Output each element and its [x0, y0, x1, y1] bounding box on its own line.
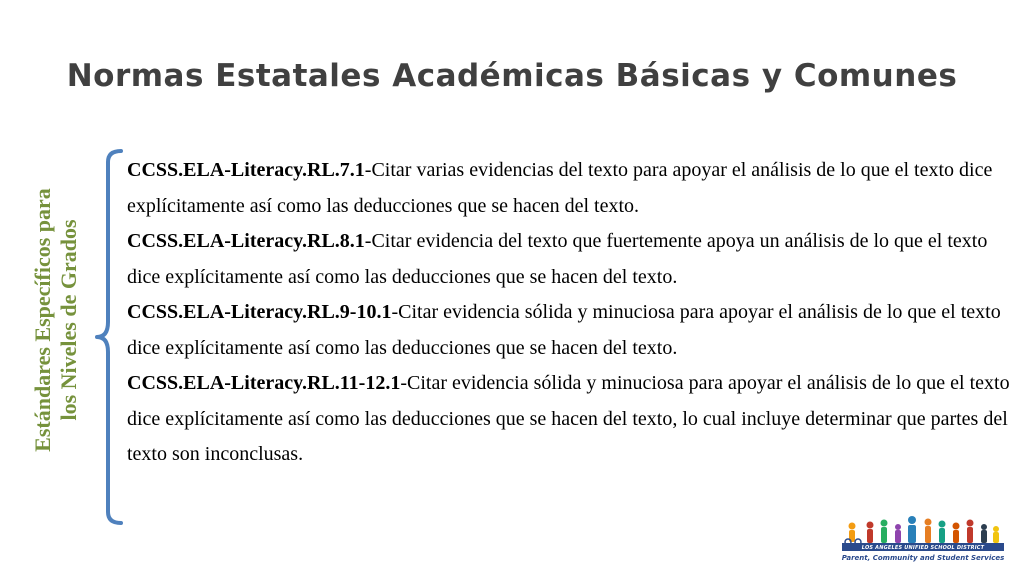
standard-text: -Citar varias evidencias del texto para apoyar el análisis de lo que el texto dice explícitamente así como las deducciones que se hacen del texto.: [127, 159, 993, 217]
standard-code: CCSS.ELA-Literacy.RL.7.1: [127, 159, 365, 181]
standards-list: [127, 153, 1012, 473]
standard-text: -Citar evidencia del texto que fuertemente apoya un análisis de lo que el texto dice explícitamente así como las deducciones que se hacen del texto.: [127, 230, 988, 288]
standard-item: [127, 366, 1012, 473]
side-label: [20, 150, 92, 490]
standard-code: CCSS.ELA-Literacy.RL.9-10.1: [127, 301, 392, 323]
standard-code: CCSS.ELA-Literacy.RL.11-12.1: [127, 372, 401, 394]
district-logo: [838, 514, 1008, 562]
logo-top-text: LOS ANGELES UNIFIED SCHOOL DISTRICT: [861, 545, 985, 551]
standard-item: [127, 295, 1012, 366]
logo-bottom-text: Parent, Community and Student Services: [841, 554, 1005, 562]
standard-text: -Citar evidencia sólida y minuciosa para apoyar el análisis de lo que el texto dice explícitamente así como las deducciones que se hacen del texto.: [127, 301, 1001, 359]
side-label-line1: Estándares Específicos para: [30, 188, 55, 452]
standard-code: CCSS.ELA-Literacy.RL.8.1: [127, 230, 365, 252]
side-label-text: [30, 150, 82, 490]
standard-item: [127, 153, 1012, 224]
slide-title: Normas Estatales Académicas Básicas y Comunes: [66, 58, 958, 94]
standard-text: -Citar evidencia sólida y minuciosa para apoyar el análisis de lo que el texto dice explícitamente así como las deducciones que se hacen del texto, lo cual incluye determinar que partes del texto son inconclusas.: [127, 372, 1010, 465]
side-label-line2: los Niveles de Grados: [56, 219, 81, 421]
left-brace: [94, 148, 128, 526]
standard-item: [127, 224, 1012, 295]
